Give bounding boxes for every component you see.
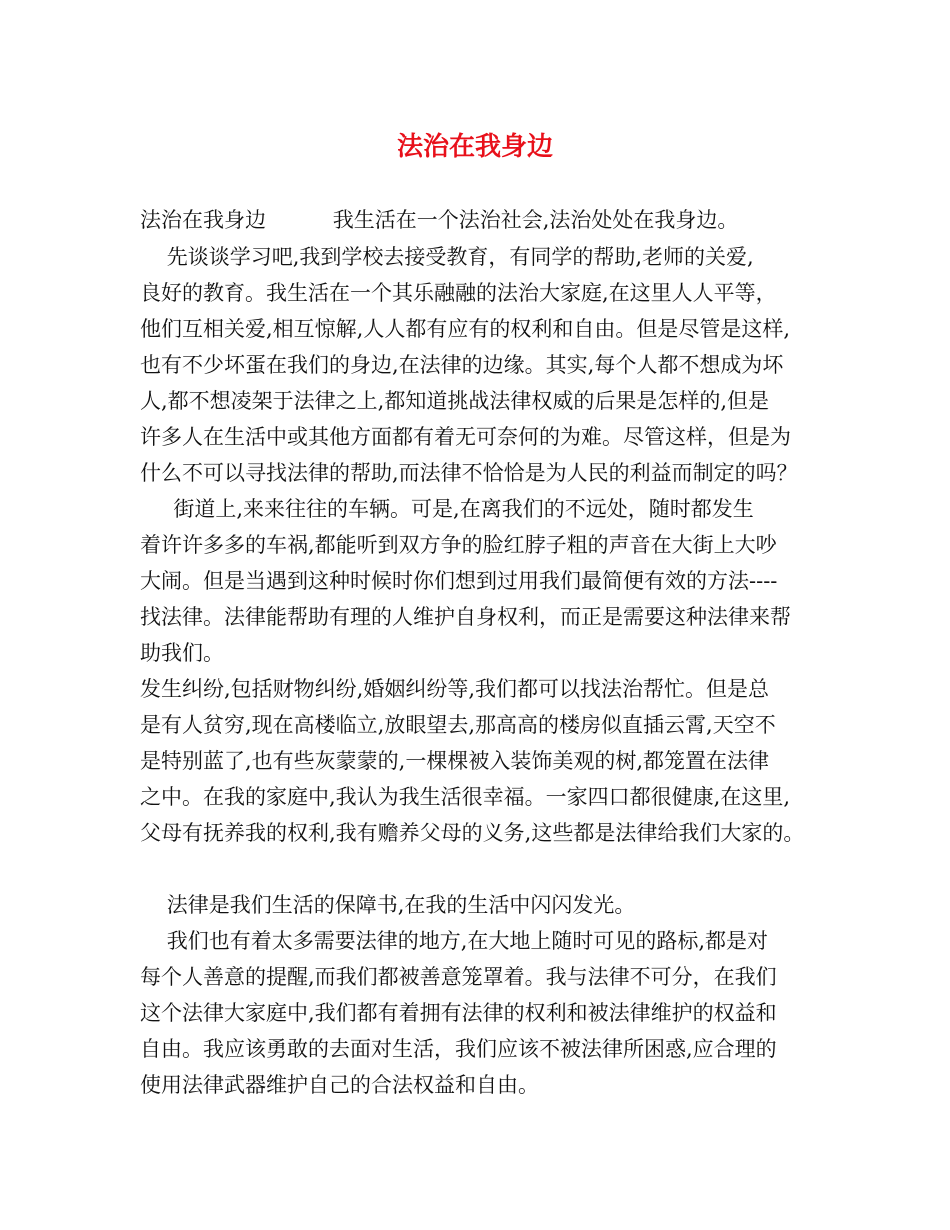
- text-line: 我们也有着太多需要法律的地方,在大地上随时可见的路标,都是对: [140, 929, 769, 953]
- text-line: 这个法律大家庭中,我们都有着拥有法律的权利和被法律维护的权益和: [140, 1001, 777, 1025]
- text-line: 之中。在我的家庭中,我认为我生活很幸福。一家四口都很健康,在这里,: [140, 785, 791, 809]
- text-line: 助我们。: [140, 641, 224, 665]
- document-title: 法治在我身边: [396, 132, 553, 162]
- text-line: 什么不可以寻找法律的帮助,而法律不恰恰是为人民的利益而制定的吗？: [140, 461, 798, 485]
- text-line: 法治在我身边 我生活在一个法治社会,法治处处在我身边。: [140, 208, 739, 232]
- text-line: 父母有抚养我的权利,我有赡养父母的义务,这些都是法律给我们大家的。: [140, 821, 805, 845]
- text-line: 人,都不想凌架于法律之上,都知道挑战法律权威的后果是怎样的,但是: [140, 389, 770, 413]
- text-line: 街道上,来来往往的车辆。可是,在离我们的不远处，随时都发生: [140, 497, 754, 521]
- text-line: 着许许多多的车祸,都能听到双方争的脸红脖子粗的声音在大街上大吵: [140, 533, 777, 557]
- text-line: 也有不少坏蛋在我们的身边,在法律的边缘。其实,每个人都不想成为坏: [140, 353, 784, 377]
- text-line: 许多人在生活中或其他方面都有着无可奈何的为难。尽管这样，但是为: [140, 425, 791, 449]
- text-line: 每个人善意的提醒,而我们都被善意笼罩着。我与法律不可分，在我们: [140, 965, 777, 989]
- text-line: 自由。我应该勇敢的去面对生活，我们应该不被法律所困惑,应合理的: [140, 1037, 777, 1061]
- text-line: 大闹。但是当遇到这种时候时你们想到过用我们最简便有效的方法----: [140, 569, 778, 593]
- text-line: 他们互相关爱,相互惊解,人人都有应有的权利和自由。但是尽管是这样,: [140, 317, 791, 341]
- text-line: 是特别蓝了,也有些灰蒙蒙的,一棵棵被入装饰美观的树,都笼置在法律: [140, 749, 770, 773]
- text-line: 先谈谈学习吧,我到学校去接受教育，有同学的帮助,老师的关爱,: [140, 245, 754, 269]
- text-line: 是有人贫穷,现在高楼临立,放眼望去,那高高的楼房似直插云霄,天空不: [140, 713, 776, 737]
- text-line: 找法律。法律能帮助有理的人维护自身权利，而正是需要这种法律来帮: [140, 605, 791, 629]
- text-line: 发生纠纷,包括财物纠纷,婚姻纠纷等,我们都可以找法治帮忙。但是总: [140, 677, 770, 701]
- text-line: 法律是我们生活的保障书,在我的生活中闪闪发光。: [140, 893, 636, 917]
- text-line: 使用法律武器维护自己的合法权益和自由。: [140, 1073, 539, 1097]
- text-line: 良好的教育。我生活在一个其乐融融的法治大家庭,在这里人人平等，: [140, 281, 777, 305]
